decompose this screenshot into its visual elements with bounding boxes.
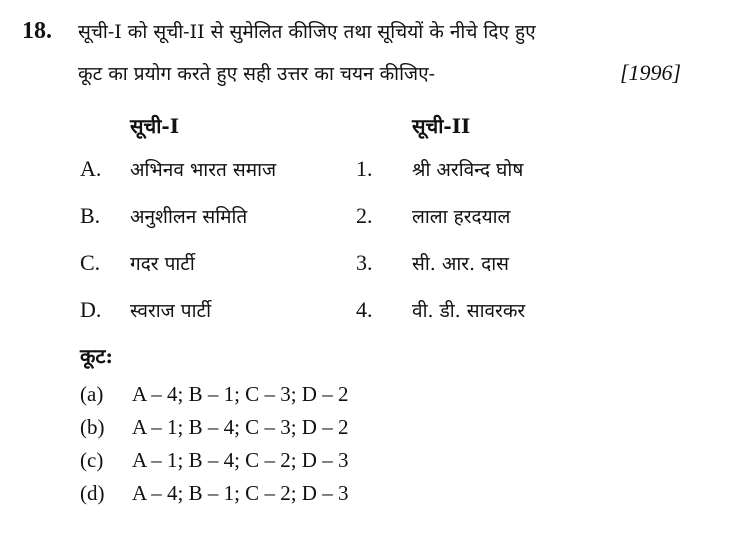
option-text: A – 4; B – 1; C – 3; D – 2 — [132, 382, 349, 406]
list2-item: वी. डी. सावरकर — [412, 300, 526, 322]
row-letter: A. — [80, 156, 102, 181]
list1-item: अभिनव भारत समाज — [130, 159, 277, 181]
option-label: (d) — [80, 481, 105, 505]
list1-item: स्वराज पार्टी — [130, 300, 211, 322]
row-number: 4. — [356, 297, 373, 322]
list1-item: अनुशीलन समिति — [130, 206, 248, 228]
answer-option-d[interactable] — [80, 481, 480, 513]
answer-option-c[interactable] — [80, 448, 480, 480]
option-text: A – 4; B – 1; C – 2; D – 3 — [132, 481, 349, 505]
row-letter: D. — [80, 297, 102, 322]
option-label: (c) — [80, 448, 104, 472]
option-text: A – 1; B – 4; C – 3; D – 2 — [132, 415, 349, 439]
option-text: A – 1; B – 4; C – 2; D – 3 — [132, 448, 349, 472]
match-row — [0, 156, 753, 196]
list2-item: सी. आर. दास — [412, 253, 509, 275]
match-row — [0, 203, 753, 243]
match-row — [0, 297, 753, 337]
list1-item: गदर पार्टी — [130, 253, 195, 275]
question-text-line2: कूट का प्रयोग करते हुए सही उत्तर का चयन कीजिए- — [78, 63, 436, 85]
match-row — [0, 250, 753, 290]
list1-header: सूची-I — [130, 114, 180, 138]
list2-header: सूची-II — [412, 114, 471, 138]
option-label: (a) — [80, 382, 104, 406]
answer-option-a[interactable] — [80, 382, 480, 414]
row-number: 1. — [356, 156, 373, 181]
option-label: (b) — [80, 415, 105, 439]
question-year: [1996] — [620, 60, 682, 85]
row-number: 3. — [356, 250, 373, 275]
question-number: 18. — [22, 18, 52, 44]
answer-option-b[interactable] — [80, 415, 480, 447]
row-letter: C. — [80, 250, 101, 275]
list2-item: श्री अरविन्द घोष — [412, 159, 524, 181]
row-letter: B. — [80, 203, 101, 228]
row-number: 2. — [356, 203, 373, 228]
code-label: कूट: — [80, 344, 113, 368]
list2-item: लाला हरदयाल — [412, 206, 511, 228]
question-text-line1: सूची-I को सूची-II से सुमेलित कीजिए तथा सूचियों के नीचे दिए हुए — [78, 21, 536, 43]
